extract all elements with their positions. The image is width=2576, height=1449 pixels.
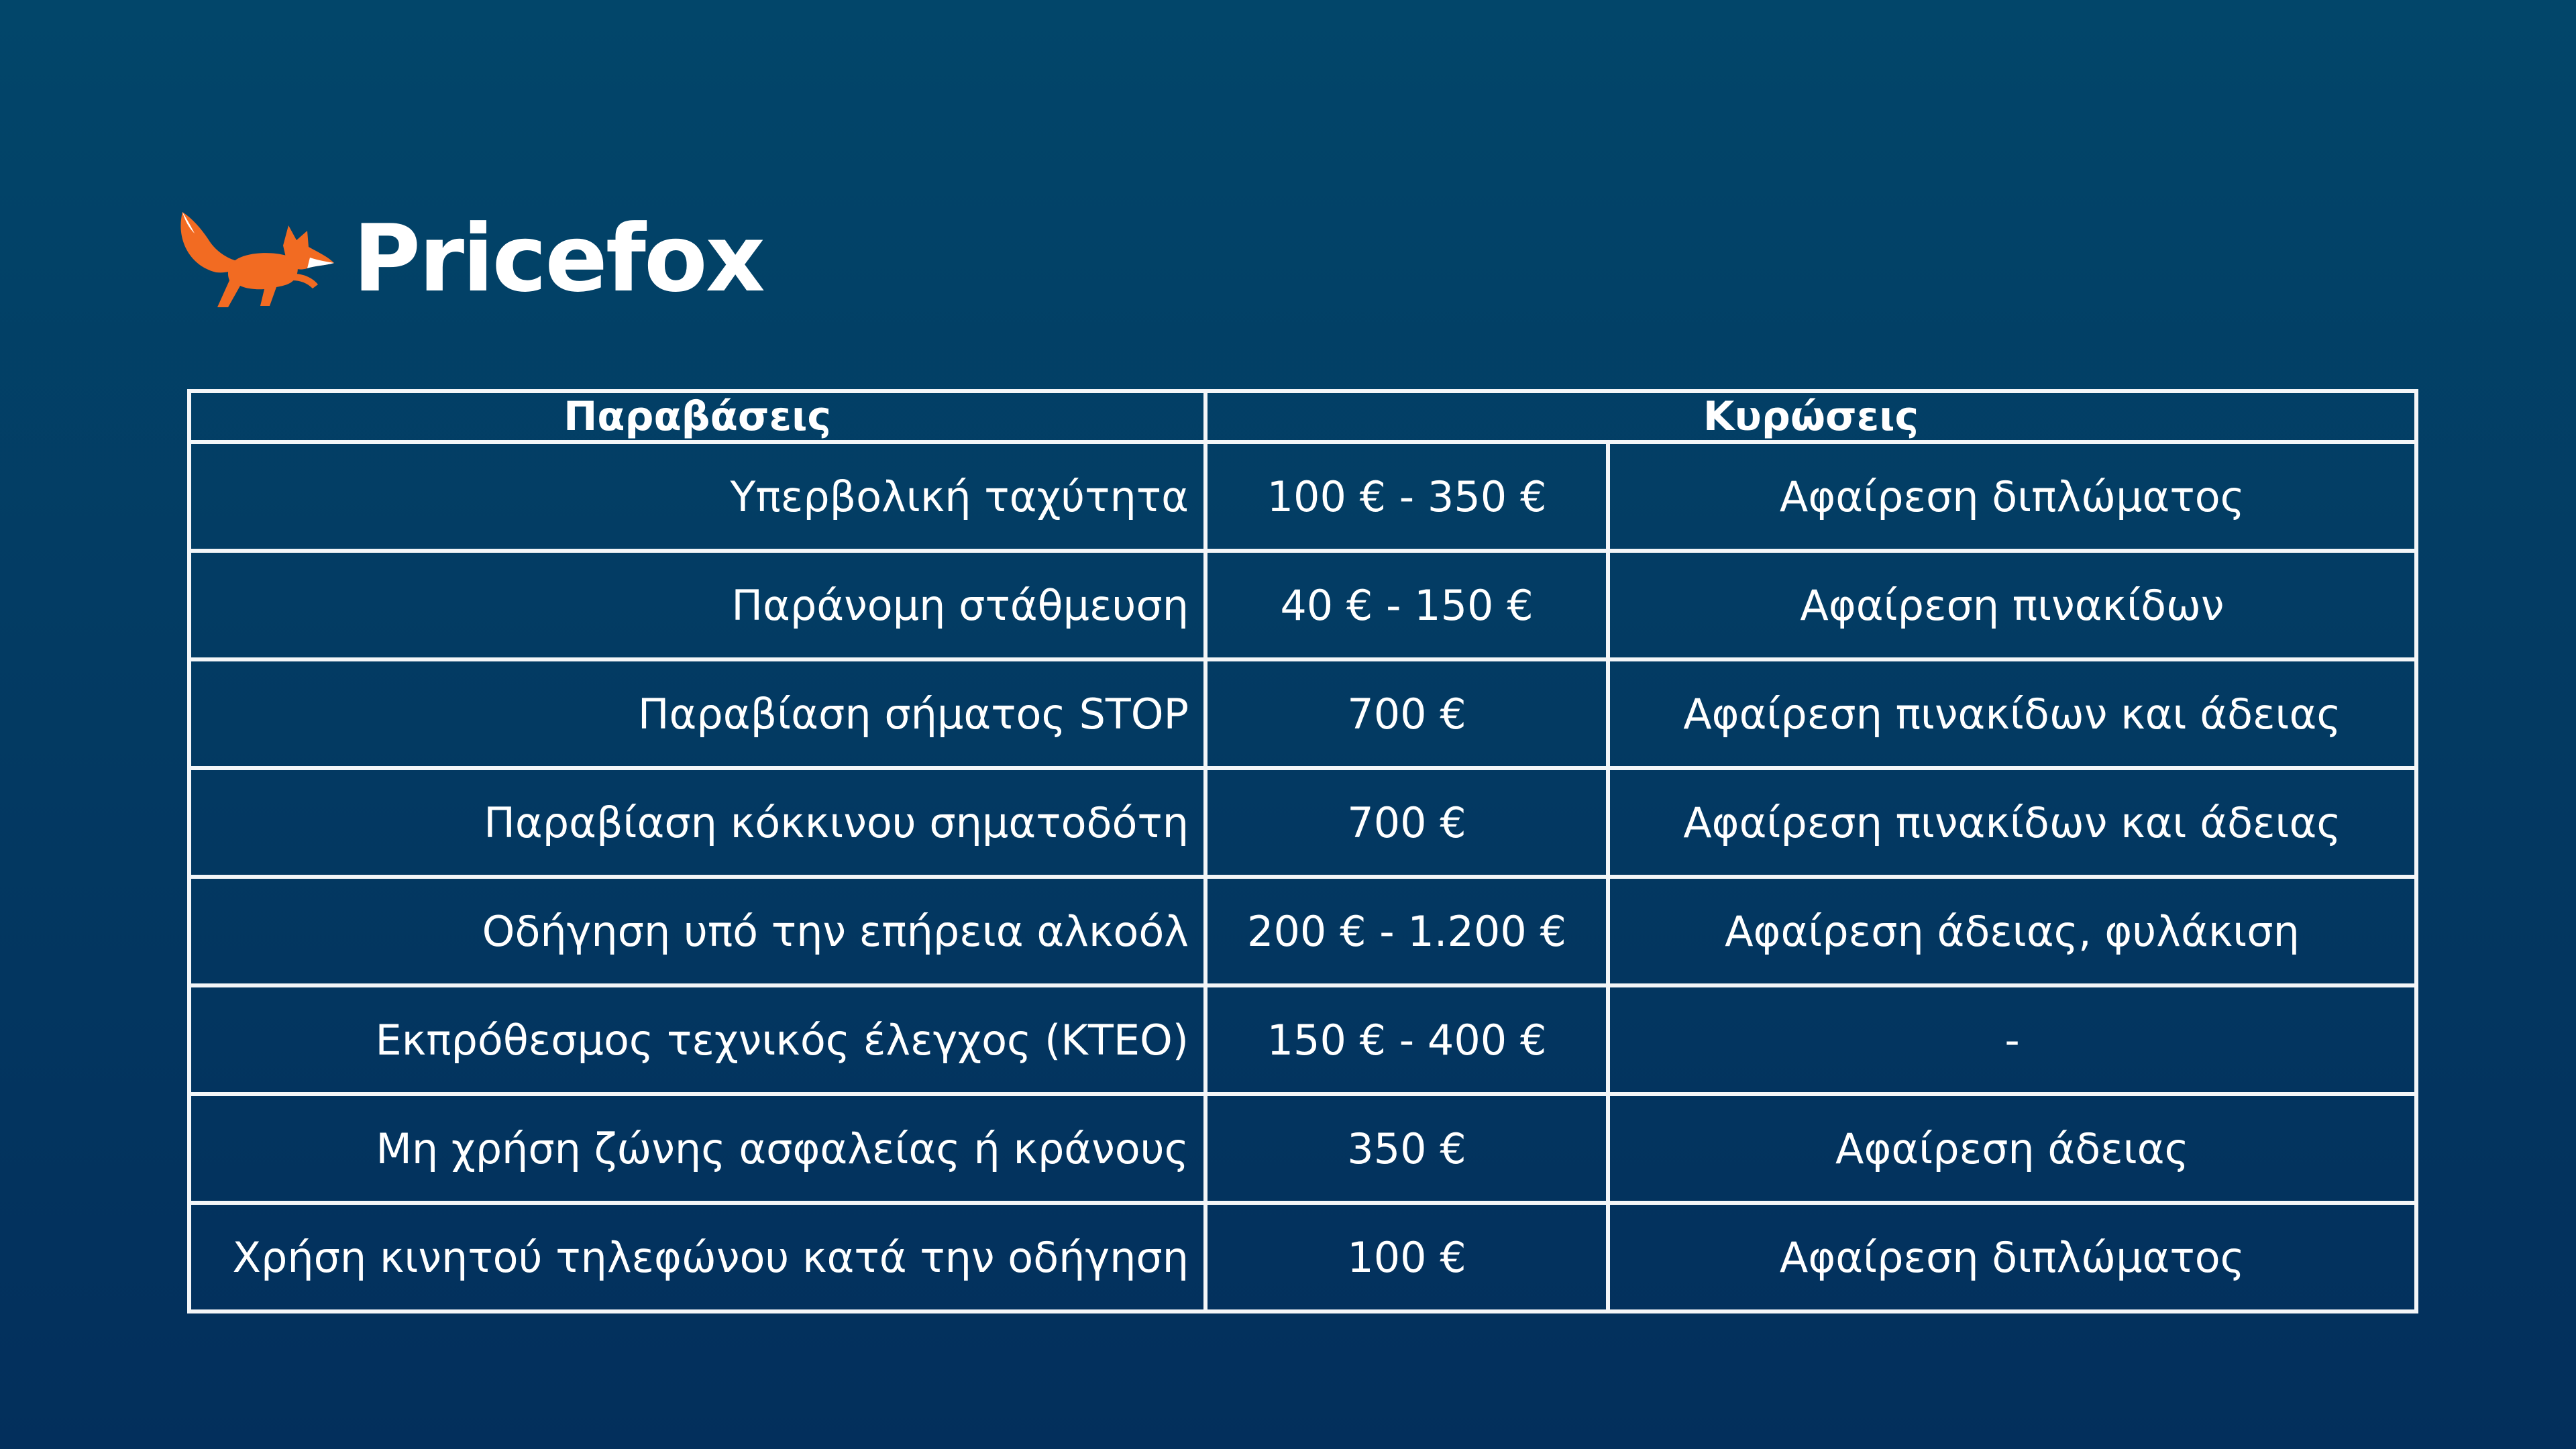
violation-cell: Παραβίαση κόκκινου σηματοδότη — [189, 768, 1205, 877]
penalty-cell: Αφαίρεση πινακίδων και άδειας — [1608, 768, 2416, 877]
fine-cell: 350 € — [1205, 1094, 1608, 1203]
penalty-cell: Αφαίρεση πινακίδων — [1608, 551, 2416, 659]
penalty-cell: Αφαίρεση άδειας, φυλάκιση — [1608, 877, 2416, 985]
violation-cell: Οδήγηση υπό την επήρεια αλκοόλ — [189, 877, 1205, 985]
table-row — [189, 768, 2416, 877]
header-violations: Παραβάσεις — [189, 391, 1205, 442]
fine-cell: 700 € — [1205, 659, 1608, 768]
fine-cell: 100 € - 350 € — [1205, 442, 1608, 551]
table-row — [189, 1094, 2416, 1203]
fine-cell: 150 € - 400 € — [1205, 985, 1608, 1094]
penalty-cell: - — [1608, 985, 2416, 1094]
violation-cell: Μη χρήση ζώνης ασφαλείας ή κράνους — [189, 1094, 1205, 1203]
fine-cell: 200 € - 1.200 € — [1205, 877, 1608, 985]
brand-name: Pricefox — [353, 205, 763, 313]
header-penalties: Κυρώσεις — [1205, 391, 2416, 442]
table-row — [189, 985, 2416, 1094]
fine-cell: 40 € - 150 € — [1205, 551, 1608, 659]
violation-cell: Παράνομη στάθμευση — [189, 551, 1205, 659]
fine-cell: 100 € — [1205, 1203, 1608, 1311]
fox-icon — [176, 199, 337, 319]
violation-cell: Εκπρόθεσμος τεχνικός έλεγχος (ΚΤΕΟ) — [189, 985, 1205, 1094]
table-header-row — [189, 391, 2416, 442]
fine-cell: 700 € — [1205, 768, 1608, 877]
penalty-cell: Αφαίρεση άδειας — [1608, 1094, 2416, 1203]
penalty-cell: Αφαίρεση διπλώματος — [1608, 1203, 2416, 1311]
brand-logo — [176, 199, 763, 319]
violation-cell: Παραβίαση σήματος STOP — [189, 659, 1205, 768]
violation-cell: Υπερβολική ταχύτητα — [189, 442, 1205, 551]
table-row — [189, 877, 2416, 985]
table-row — [189, 551, 2416, 659]
penalty-cell: Αφαίρεση διπλώματος — [1608, 442, 2416, 551]
fines-table — [187, 389, 2418, 1313]
table-row — [189, 659, 2416, 768]
table-row — [189, 442, 2416, 551]
penalty-cell: Αφαίρεση πινακίδων και άδειας — [1608, 659, 2416, 768]
table-row — [189, 1203, 2416, 1311]
violation-cell: Χρήση κινητού τηλεφώνου κατά την οδήγηση — [189, 1203, 1205, 1311]
